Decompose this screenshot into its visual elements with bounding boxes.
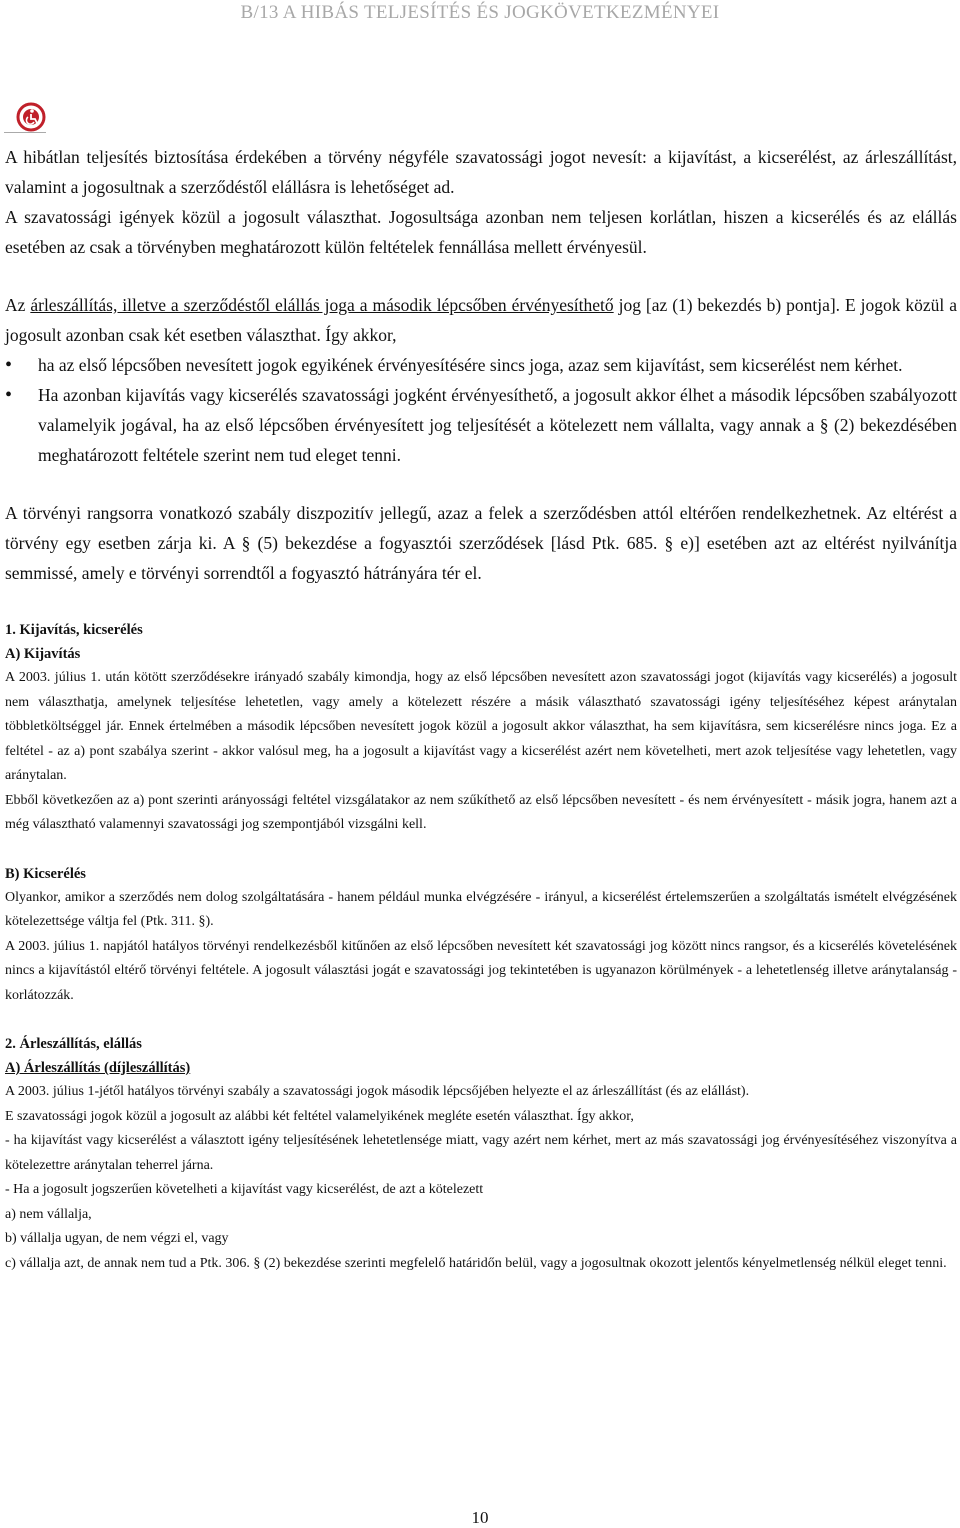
replacement-paragraph: Olyankor, amikor a szerződés nem dolog szolgáltatására - hanem például munka elvégzésére - irányul, a kicserélést értelemszerűen a szolgáltatás ismételt elvégzésének kötelezettsége váltja fel (Ptk. 311. §). bbox=[5, 889, 957, 929]
running-header: B/13 A HIBÁS TELJESÍTÉS ÉS JOGKÖVETKEZMÉNYEI bbox=[240, 2, 720, 23]
price-reduction-line: - ha kijavítást vagy kicserélést a választott igény teljesítésének lehetetlensége miatt, vagy azért nem kérhet, mert az más szavatossági jog érvényesítéséhez viszonyítva a kötelezettre aránytalan teherrel járna. bbox=[5, 1133, 957, 1173]
logo-rule bbox=[4, 132, 46, 133]
price-reduction-line: c) vállalja azt, de annak nem tud a Ptk. 306. § (2) bekezdése szerinti megfelelő határidőn belül, vagy a jogosultnak okozott jelentős kényelmetlenség nélkül eleget tenni. bbox=[5, 1255, 947, 1271]
bullet-list bbox=[5, 350, 957, 470]
document-body bbox=[5, 142, 957, 1276]
price-reduction-line: - Ha a jogosult jogszerűen követelheti a kijavítást vagy kicserélést, de azt a kötelezett bbox=[5, 1182, 484, 1197]
price-reduction-line: b) vállalja ugyan, de nem végzi el, vagy bbox=[5, 1231, 229, 1246]
section-heading: 2. Árleszállítás, elállás bbox=[5, 1036, 142, 1052]
dispositive-rule-paragraph: A törvényi rangsorra vonatkozó szabály diszpozitív jellegű, azaz a felek a szerződésben attól eltérően rendelkezhetnek. Az eltérést a törvény egy esetben zárja ki. A § (5) bekezdése a fogyasztói szerződések [lásd Ptk. 685. § e)] esetében azt az eltérést nyilvánítja semmissé, amely e törvényi sorrendtől a fogyasztó hátrányára tér el. bbox=[5, 503, 957, 583]
replacement-paragraph-2: A 2003. július 1. napjától hatályos törvényi rendelkezésből kitűnően az első lépcsőben nevesített két szavatossági jog között nincs rangsor, és a kicserélés követelésének nincs a kijavítástól eltérő törvényi feltétele. A jogosult választási jogát e szavatossági jog tekintetében is ugyanazon körülmények - a lehetetlenség illetve aránytalanság - korlátozzák. bbox=[5, 938, 957, 1003]
section-heading: 1. Kijavítás, kicserélés bbox=[5, 622, 143, 638]
repair-paragraph: A 2003. július 1. után kötött szerződésekre irányadó szabály kimondja, hogy az első lépcsőben nevesített azon szavatossági jogot (kijavítás vagy kicserélés) a jogosult nem választhatja, amelynek teljesítése lehetetlen, vagy amely a kötelezett részére a másik választható szavatossági igény teljesítéséhez képest aránytalan többletköltséggel jár. Ennek értelmében a második lépcsőben nevesített jogok közül a jogosult akkor választhat, ha sem kijavításra, sem kicserélésre nincs joga. Ez a feltétel - az a) pont szabálya szerint - akkor valósul meg, ha a jogosult a kijavítást vagy a kicserélést azért nem követelheti, mert azok teljesítése vagy lehetetlen, vagy aránytalan. bbox=[5, 670, 957, 783]
price-reduction-line: E szavatossági jogok közül a jogosult az alábbi két feltétel valamelyikének megléte esetén választhat. Így akkor, bbox=[5, 1108, 634, 1124]
price-reduction-line: A 2003. július 1-jétől hatályos törvényi szabály a szavatossági jogok második lépcsőjében helyezte el az árleszállítást (és az elállást). bbox=[5, 1084, 750, 1099]
subsection-heading: B) Kicserélés bbox=[5, 865, 86, 882]
intro-paragraph: A hibátlan teljesítés biztosítása érdekében a törvény négyféle szavatossági jogot nevesít: a kijavítást, a kicserélést, az árleszállítást, valamint a jogosultnak a szerződéstől elállásra is lehetőséget ad. A szavatossági igények közül a jogosult választhat. Jogosultsága azonban nem teljesen korlátlan, hiszen a kicserélés és az elállás esetében az csak a törvényben meghatározott külön feltételek fennállása mellett érvényesül. bbox=[5, 147, 957, 257]
price-reduction-line: a) nem vállalja, bbox=[5, 1206, 92, 1222]
wheelchair-accessibility-icon bbox=[4, 100, 50, 140]
subsection-heading: A) Kijavítás bbox=[5, 646, 81, 662]
page-number: 10 bbox=[471, 1508, 489, 1527]
list-item: • ha az első lépcsőben nevesített jogok egyikének érvényesítésére sincs joga, azaz sem kijavítást, sem kicserélést nem kérhet. bbox=[5, 350, 957, 380]
repair-paragraph-2: Ebből következően az a) pont szerinti arányossági feltétel vizsgálatakor az nem szűkíthető az első lépcsőben nevesített - és nem érvényesített - másik jogra, hanem azt a még választható valamennyi szavatossági jog szempontjából vizsgálni kell. bbox=[5, 792, 957, 832]
subsection-heading: A) Árleszállítás (díjleszállítás) bbox=[5, 1060, 191, 1076]
list-item: • Ha azonban kijavítás vagy kicserélés szavatossági jogként érvényesíthető, a jogosult akkor élhet a második lépcsőben szabályozott valamelyik jogával, ha az első lépcsőben érvényesített jog teljesítését a kötelezett nem vállalta, vagy annak a § (2) bekezdésében meghatározott feltétele szerint nem tud eleget tenni. bbox=[5, 380, 957, 470]
second-step-paragraph: Az árleszállítás, illetve a szerződéstől elállás joga a második lépcsőben érvényesíthető jog [az (1) bekezdés b) pontja]. E jogok közül a jogosult azonban csak két esetben választhat. Így akkor, bbox=[5, 295, 957, 345]
